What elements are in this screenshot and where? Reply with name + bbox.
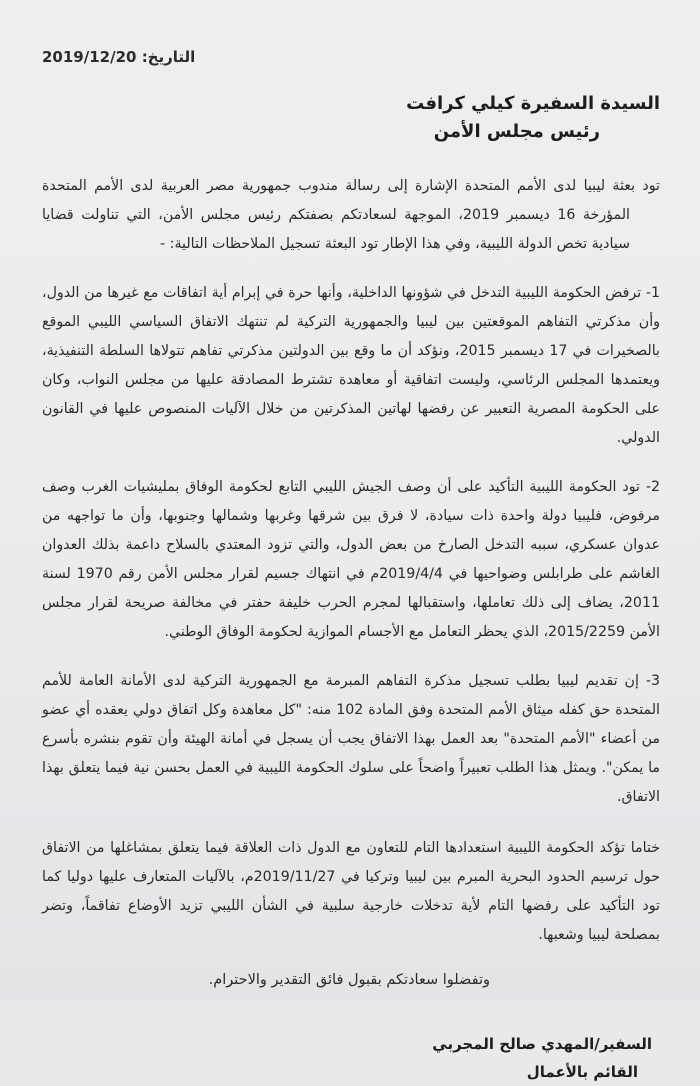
addressee-name: السيدة السفيرة كيلي كرافت (406, 93, 660, 114)
regards-line: وتفضلوا سعادتكم بقبول فائق التقدير والاحترام. (208, 972, 490, 988)
closing-paragraph: ختاما تؤكد الحكومة الليبية استعدادها التام للتعاون مع الدول ذات العلاقة فيما يتعلق بمشاغلها من الاتفاق حول ترسيم الحدود البحرية المبرم بين ليبيا وتركيا في 2019/11/27م، بالآليات المتعارف عليها دوليا كما تود التأكيد على رفضها التام لأية تدخلات خارجية سلبية في الشأن الليبي تزيد الأوضاع تفاقماً، وتضر بمصلحة ليبيا وشعبها. (42, 840, 661, 943)
signatory-role: القائم بالأعمال (526, 1063, 638, 1081)
signatory-name: السفير/المهدي صالح المجربي (432, 1035, 652, 1053)
point-3-paragraph: 3- إن تقديم ليبيا بطلب تسجيل مذكرة التفاهم المبرمة مع الجمهورية التركية لدى الأمانة العامة للأمم المتحدة حق كفله ميثاق الأمم المتحدة وفق المادة 102 منه: "كل معاهدة وكل اتفاق دولي يعقده أي عضو من أعضاء "الأمم المتحدة" بعد العمل بهذا الاتفاق يجب أن يسجل في أمانة الهيئة وأن تقوم بنشره بأسرع ما يمكن". ويمثل هذا الطلب تعبيراً واضحاً على سلوك الحكومة الليبية في العمل بحسن نية فيما يتعلق بهذا الاتفاق. (42, 673, 660, 805)
date-label: التاريخ: (141, 48, 196, 66)
signature-block (42, 1030, 660, 1086)
date-value: 2019/12/20 (42, 48, 137, 66)
addressee-title: رئيس مجلس الأمن (433, 121, 600, 142)
date-row (42, 48, 660, 66)
date-line (42, 48, 195, 66)
point-1-paragraph: 1- ترفض الحكومة الليبية التدخل في شؤونها الداخلية، وأنها حرة في إبرام أية اتفاقات مع غيرها من الدول، وأن مذكرتي التفاهم الموقعتين بين ليبيا والجمهورية التركية لم تنتهك الاتفاق السياسي الليبي الموقع بالصخيرات في 17 ديسمبر 2015، ونؤكد أن ما وقع بين الدولتين مذكرتي تفاهم تتولاها السلطة التنفيذية، ويعتمدها المجلس الرئاسي، وليست اتفاقية أو معاهدة تشترط المصادقة عليها من مجلس النواب، وكان على الحكومة المصرية التعبير عن رفضها لهاتين المذكرتين من خلال الآليات المنصوص عليها في القانون الدولي. (42, 285, 660, 446)
addressee-block (42, 90, 660, 146)
point-2-paragraph: 2- تود الحكومة الليبية التأكيد على أن وصف الجيش الليبي التابع لحكومة الوفاق بمليشيات الغرب وصف مرفوض، فليبيا دولة واحدة ذات سيادة، لا فرق بين شرقها وغربها وشمالها وجنوبها، وأن ما تواجهه من عدوان عسكري، سببه التدخل الصارخ من بعض الدول، والتي تزود المعتدي بالسلاح داعمة بذلك العدوان الغاشم على طرابلس وضواحيها في 2019/4/4م في انتهاك جسيم لقرار مجلس الأمن رقم 1970 لسنة 2011، يضاف إلى ذلك تعاملها، واستقبالها لمجرم الحرب خليفة حفتر في مخالفة صريحة لقرار مجلس الأمن 2015/2259، الذي يحظر التعامل مع الأجسام الموازية لحكومة الوفاق الوطني. (42, 479, 660, 640)
intro-paragraph: تود بعثة ليبيا لدى الأمم المتحدة الإشارة إلى رسالة مندوب جمهورية مصر العربية لدى الأمم المتحدة المؤرخة 16 ديسمبر 2019، الموجهة لسعادتكم بصفتكم رئيس مجلس الأمن، التي تناولت قضايا سيادية تخص الدولة الليبية، وفي هذا الإطار تود البعثة تسجيل الملاحظات التالية: - (42, 178, 660, 252)
